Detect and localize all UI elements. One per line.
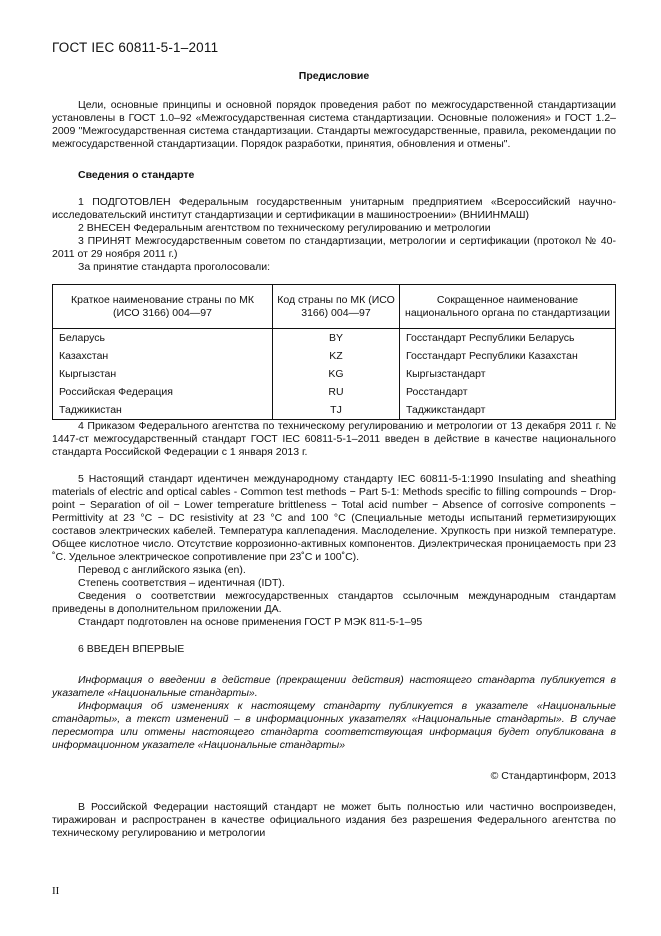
document-code: ГОСТ IEC 60811-5-1–2011: [52, 40, 219, 55]
table-row: [53, 401, 616, 420]
voting-table: [52, 284, 616, 420]
translation-note: Перевод с английского языка (en).: [78, 564, 246, 576]
country-cell: Российская Федерация: [53, 383, 273, 401]
country-cell: Казахстан: [53, 347, 273, 365]
code-cell: KG: [273, 365, 400, 383]
header-code: Код страны по МК (ИСО 3166) 004—97: [273, 285, 400, 329]
item-3: 3 ПРИНЯТ Межгосударственным советом по стандартизации, метрологии и сертификации (протокол № 40-2011 от 29 ноября 2011 г.): [52, 235, 616, 260]
country-cell: Таджикистан: [53, 401, 273, 420]
based-on-note: Стандарт подготовлен на основе применения ГОСТ Р МЭК 811-5-1–95: [78, 616, 423, 628]
copyright: © Стандартинформ, 2013: [490, 770, 616, 782]
item-2: 2 ВНЕСЕН Федеральным агентством по техническому регулированию и метрологии: [78, 222, 491, 234]
conformity-note: Степень соответствия – идентичная (IDT).: [78, 577, 285, 589]
page-number: II: [52, 885, 60, 897]
item-5: 5 Настоящий стандарт идентичен международному стандарту IEC 60811-5-1:1990 Insulating and sheathing materials of electric and optical cables - Common test methods − Part 5-1: Methods specific to filling compounds − Drop-point − Separation of oil − Lower temperature brittleness − Total acid number − Absence of corrosive components − Permittivity at 23 °C − DC resistivity at 23 °C and 100 °C (Специальные методы испытаний герметизирующих составов электрических кабелей. Температура каплепадения. Маслоделение. Хрупкость при низкой температуре. Общее кислотное число. Отсутствие коррозионно-активных компонентов. Диэлектрическая проницаемость при 23 ˚С. Удельное электрическое сопротивление при 23˚С и 100˚С).: [52, 473, 616, 563]
preface-title: Предисловие: [298, 70, 370, 82]
body-cell: Росстандарт: [400, 383, 616, 401]
references-note: Сведения о соответствии межгосударственных стандартов ссылочным международным стандартам приведены в дополнительном приложении ДА.: [52, 590, 616, 615]
body-cell: Госстандарт Республики Казахстан: [400, 347, 616, 365]
table-row: [53, 347, 616, 365]
body-cell: Таджикстандарт: [400, 401, 616, 420]
item-1: 1 ПОДГОТОВЛЕН Федеральным государственным унитарным предприятием «Всероссийский научно-исследовательский институт стандартизации и сертификации в машиностроении» (ВНИИНМАШ): [52, 196, 616, 221]
body-cell: Кыргызстандарт: [400, 365, 616, 383]
code-cell: RU: [273, 383, 400, 401]
code-cell: KZ: [273, 347, 400, 365]
page-content: [52, 70, 616, 840]
code-cell: TJ: [273, 401, 400, 420]
header-body: Сокращенное наименование национального органа по стандартизации: [400, 285, 616, 329]
country-cell: Кыргызстан: [53, 365, 273, 383]
country-cell: Беларусь: [53, 329, 273, 348]
body-cell: Госстандарт Республики Беларусь: [400, 329, 616, 348]
intro-paragraph: Цели, основные принципы и основной порядок проведения работ по межгосударственной стандартизации установлены в ГОСТ 1.0–92 «Межгосударственная система стандартизации. Основные положения» и ГОСТ 1.2–2009 "Межгосударственная система стандартизации. Стандарты межгосударственные, правила, рекомендации по межгосударственной стандартизации. Порядок разработки, принятия, обновления и отмены".: [52, 99, 616, 150]
section-heading: Сведения о стандарте: [78, 169, 195, 181]
table-row: [53, 365, 616, 383]
table-row: [53, 383, 616, 401]
item-4: 4 Приказом Федерального агентства по техническому регулированию и метрологии от 13 декабря 2011 г. № 1447-ст межгосударственный стандарт ГОСТ IEC 60811-5-1–2011 введен в действие в качестве национального стандарта Российской Федерации с 1 января 2013 г.: [52, 420, 616, 458]
reproduction-notice: В Российской Федерации настоящий стандарт не может быть полностью или частично воспроизведен, тиражирован и распространен в качестве официального издания без разрешения Федерального агентства по техническому регулированию и метрологии: [52, 801, 616, 839]
table-row: [53, 329, 616, 348]
item-6: 6 ВВЕДЕН ВПЕРВЫЕ: [78, 643, 185, 655]
code-cell: BY: [273, 329, 400, 348]
info-paragraph-1: Информация о введении в действие (прекращении действия) настоящего стандарта публикуется в указателе «Национальные стандарты».: [52, 674, 616, 699]
table-header-row: [53, 285, 616, 329]
info-paragraph-2: Информация об изменениях к настоящему стандарту публикуется в указателе «Национальные стандарты», а текст изменений – в информационных указателях «Национальные стандарты». В случае пересмотра или отмены настоящего стандарта соответствующая информация будет опубликована в информационном указателе «Национальные стандарты»: [52, 700, 616, 751]
header-country: Краткое наименование страны по МК (ИСО 3166) 004—97: [53, 285, 273, 329]
voted-label: За принятие стандарта проголосовали:: [78, 261, 271, 273]
